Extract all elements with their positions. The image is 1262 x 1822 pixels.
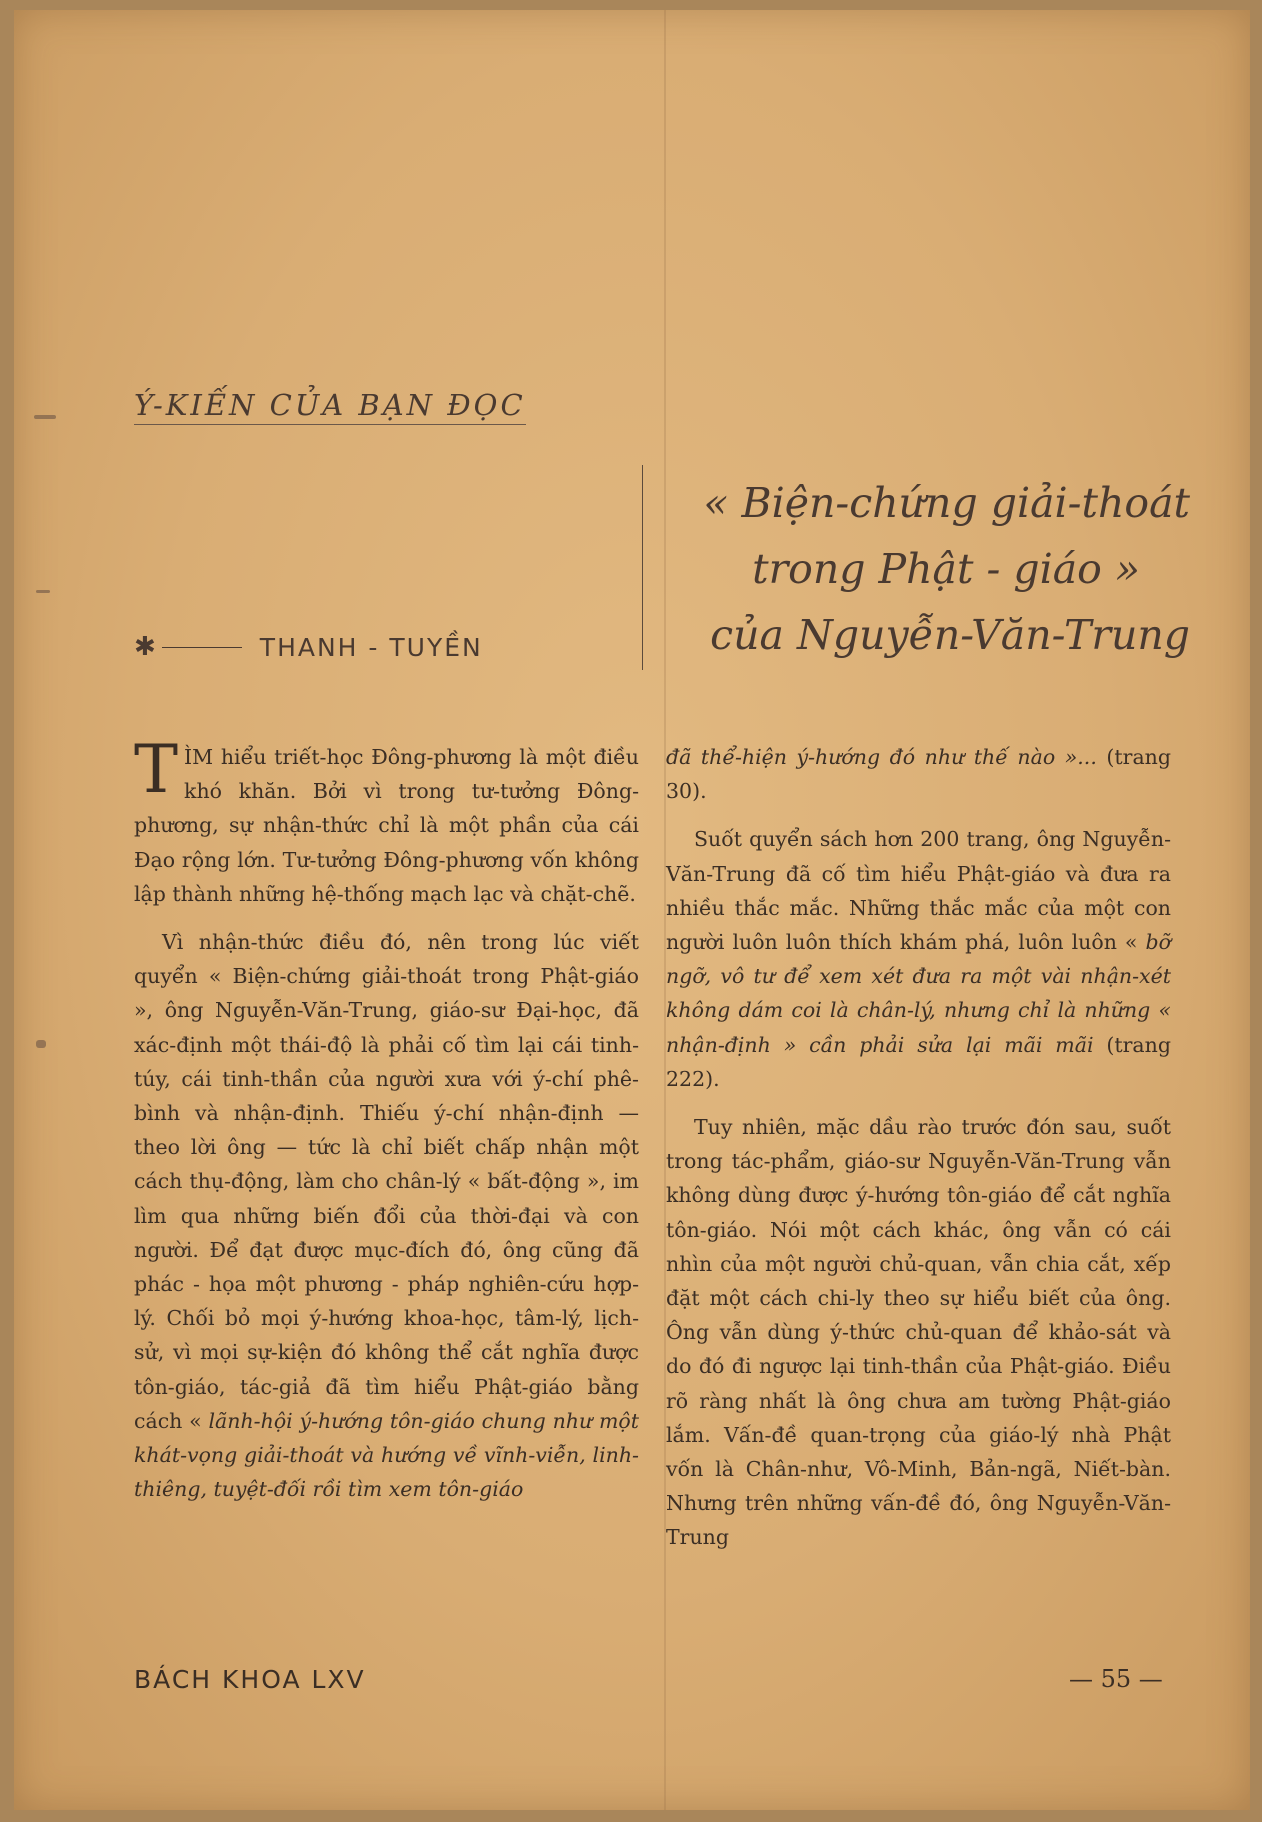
book-title-line-3: của Nguyễn-Văn-Trung [710, 611, 1190, 659]
paragraph-text: Vì nhận-thức điều đó, nên trong lúc viết quyển « Biện-chứng giải-thoát trong Phật-giáo », ông Nguyễn-Văn-Trung, giáo-sư Đại-học, đã xác-định một thái-độ là phải cố tìm lại cái tinh-túy, cái tinh-thần của người xưa với ý-chí phê-bình và nhận-định. Thiếu ý-chí nhận-định — theo lời ông — tức là chỉ biết chấp nhận một cách thụ-động, làm cho chân-lý « bất-động », im lìm qua những biến đổi của thời-đại và con người. Để đạt được mục-đích đó, ông cũng đã phác - họa một phương - pháp nghiên-cứu hợp-lý. Chối bỏ mọi ý-hướng khoa-học, tâm-lý, lịch-sử, vì mọi sự-kiện đó không thể cắt nghĩa được tôn-giáo, tác-giả đã tìm hiểu Phật-giáo bằng cách « [134, 930, 639, 1433]
quotation-text: bỡ ngỡ, vô tư để xem xét đưa ra một vài nhận-xét không dám coi là chân-lý, nhưng chỉ là những « nhận-định » cần phải sửa lại mãi mãi [666, 930, 1171, 1057]
paragraph [666, 740, 1171, 808]
publication-name: BÁCH KHOA LXV [134, 1665, 366, 1694]
author-dash [162, 647, 242, 648]
author-line [134, 632, 483, 662]
paragraph-text: Suốt quyển sách hơn 200 trang, ông Nguyễn-Văn-Trung đã cố tìm hiểu Phật-giáo và đưa ra nhiều thắc mắc. Những thắc mắc của một con người luôn luôn thích khám phá, luôn luôn « [666, 827, 1171, 955]
ink-smudge [36, 1040, 46, 1048]
page-reference: (trang 30). [666, 745, 1171, 804]
paragraph [134, 731, 639, 911]
section-title: Ý-KIẾN CỦA BẠN ĐỌC [134, 388, 526, 425]
book-title-line-2: trong Phật - giáo » [752, 545, 1140, 593]
page-number: — 55 — [1069, 1665, 1163, 1693]
title-divider [642, 465, 643, 670]
paragraph [134, 925, 639, 1506]
quotation-text: lãnh-hội ý-hướng tôn-giáo chung như một khát-vọng giải-thoát và hướng về vĩnh-viễn, linh-thiêng, tuyệt-đối rồi tìm xem tôn-giáo [134, 1408, 639, 1502]
left-column [134, 731, 639, 1520]
magazine-page [14, 10, 1250, 1810]
ink-smudge [34, 415, 56, 419]
star-icon: ✱ [134, 632, 158, 662]
page-reference: (trang 222). [666, 1032, 1171, 1091]
book-title [670, 470, 1190, 668]
quotation-text: đã thể-hiện ý-hướng đó như thế nào »... [666, 745, 1097, 769]
author-name: THANH - TUYỀN [259, 632, 483, 662]
right-column [666, 740, 1171, 1569]
paragraph-text: ÌM hiểu triết-học Đông-phương là một điều khó khăn. Bởi vì trong tư-tưởng Đông-phương, sự nhận-thức chỉ là một phần của cái Đạo rộng lớn. Tư-tưởng Đông-phương vốn không lập thành những hệ-thống mạch lạc và chặt-chẽ. [134, 745, 639, 906]
ink-smudge [36, 590, 50, 593]
paragraph [666, 822, 1171, 1096]
book-title-line-1: « Biện-chứng giải-thoát [703, 479, 1190, 527]
paragraph: Tuy nhiên, mặc dầu rào trước đón sau, suốt trong tác-phẩm, giáo-sư Nguyễn-Văn-Trung vẫn không dùng được ý-hướng tôn-giáo để cắt nghĩa tôn-giáo. Nói một cách khác, ông vẫn có cái nhìn của một người chủ-quan, vẫn chia cắt, xếp đặt một cách chi-ly theo sự hiểu biết của ông. Ông vẫn dùng ý-thức chủ-quan để khảo-sát và do đó đi ngược lại tinh-thần của Phật-giáo. Điều rõ ràng nhất là ông chưa am tường Phật-giáo lắm. Vấn-đề quan-trọng của giáo-lý nhà Phật vốn là Chân-như, Vô-Minh, Bản-ngã, Niết-bàn. Nhưng trên những vấn-đề đó, ông Nguyễn-Văn-Trung [666, 1115, 1171, 1550]
drop-cap: T [134, 731, 179, 808]
